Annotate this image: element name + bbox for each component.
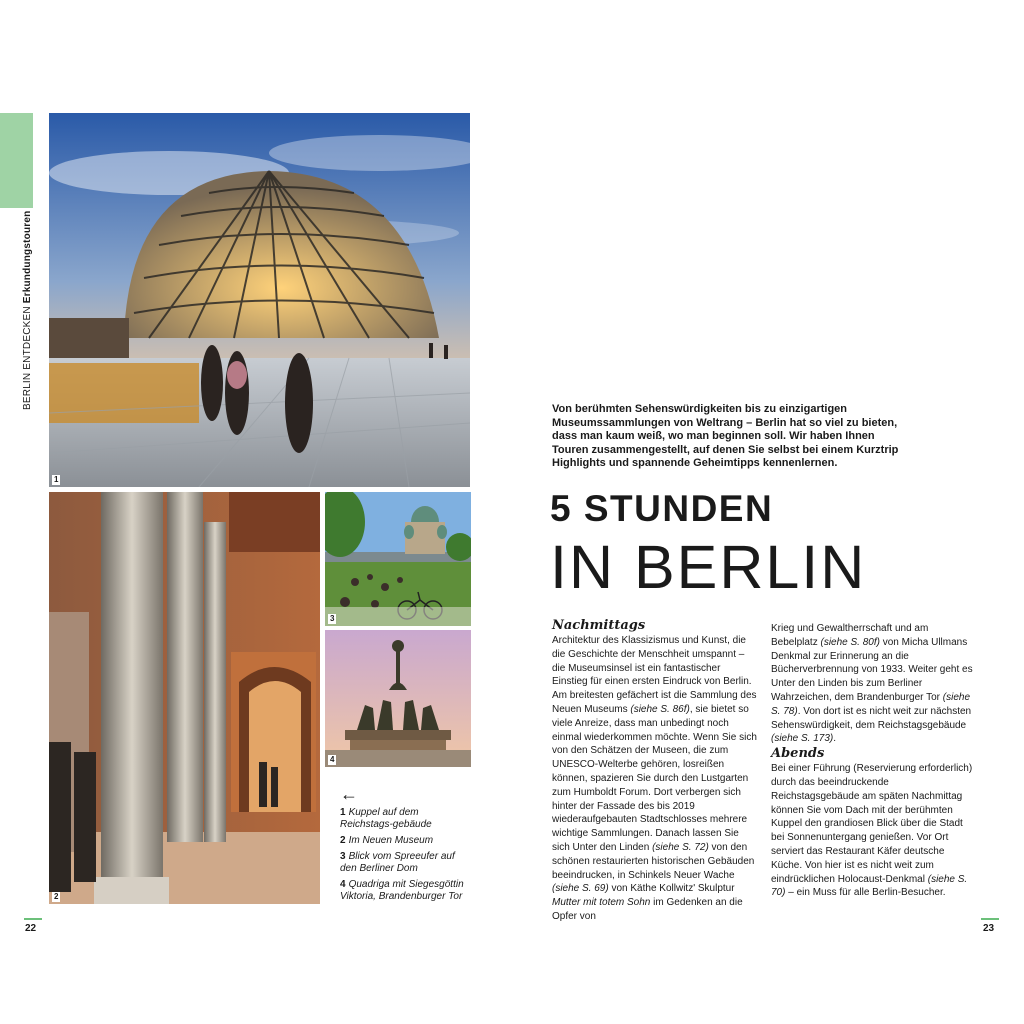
page-number-accent — [24, 918, 42, 920]
subheading-nachmittags: Nachmittags — [552, 618, 646, 633]
section-name: BERLIN ENTDECKEN — [22, 306, 33, 410]
photo-quadriga — [325, 630, 471, 767]
page-number-left: 22 — [25, 923, 37, 934]
page-title-line2: IN BERLIN — [550, 533, 867, 601]
page-number-right: 23 — [983, 923, 995, 934]
body-text: Krieg und Gewaltherrschaft und am Bebelplatz (siehe S. 80f) von Micha Ullmans Denkmal zur Erinnerung an die Bücherverbrennung von 1933. Weiter geht es Unter den Linden bis zum Berliner Wahrzeichen, dem Brandenburger Tor (siehe S. 78). Von dort ist es nicht weit zur nächsten Sehenswürdigkeit, dem Reichstagsgebäude (siehe S. 173). — [771, 623, 973, 745]
body-text: Bei einer Führung (Reservierung erforderlich) durch das beeindruckende Reichstagsgebäude am späten Nachmittag können Sie vom Dach mit der berühmten Kuppel den grandiosen Blick über die Stadt bei Sonnenuntergang genießen. Vor Ort serviert das Restaurant Käfer deutsche Küche. Von hier ist es nicht weit zum eindrücklichen Holocaust-Denkmal (siehe S. 70) – ein Muss für alle Berlin-Besucher. — [771, 763, 973, 899]
photo-number: 4 — [330, 755, 335, 764]
intro-text: Von berühmten Sehenswürdigkeiten bis zu einzigartigen Museumssammlungen von Weltrang – Berlin hat so viel zu bieten, dass man kaum weiß, wo man beginnen soll. Wir haben Ihnen Touren zusammengestellt, auf denen Sie selbst bei einem Kurztrip Highlights und spannende Geheimtipps kennenlernen. — [552, 403, 899, 469]
caption-3: 3 Blick vom Spreeufer auf den Berliner Dom — [340, 851, 455, 874]
chapter-name: Erkundungstouren — [22, 210, 33, 304]
photo-reichstag-dome — [49, 113, 470, 487]
chapter-label — [22, 211, 33, 410]
chapter-color-tab — [0, 113, 33, 208]
page-number-accent — [981, 918, 999, 920]
photo-neues-museum — [49, 492, 320, 904]
subheading-abends: Abends — [771, 746, 825, 762]
page-title-line1: 5 STUNDEN — [550, 488, 774, 529]
text-column-2 — [771, 622, 976, 900]
caption-4: 4 Quadriga mit Siegesgöttin Viktoria, Brandenburger Tor — [340, 879, 464, 902]
photo-captions — [340, 807, 470, 907]
text-column-1 — [552, 618, 757, 924]
body-text: Architektur des Klassizismus und Kunst, die die Geschichte der Menschheit umspannt – die Museumsinsel ist ein fantastischer Einstieg für einen ersten Eindruck von Berlin. Am breitesten gefächert ist die Sammlung des Neuen Museums (siehe S. 86f), sie bietet so viele Anreize, dass man unbedingt noch einmal wiederkommen möchte. Wenn Sie sich von den Schätzen der Museen, die zum UNESCO-Welterbe gehören, losreißen können, spazieren Sie durch den Lustgarten zum Humboldt Forum. Dort verbergen sich hinter der Fassade des bis 2019 wiederaufgebauten Stadtschlosses mehrere wichtige Sammlungen. Danach lassen Sie sich Unter den Linden (siehe S. 72) von den schönen restaurierten historischen Gebäuden beeindrucken, in Schinkels Neuer Wache (siehe S. 69) von Käthe Kollwitz' Skulptur Mutter mit totem Sohn im Gedenken an die Opfer von — [552, 635, 757, 922]
photo-number: 1 — [54, 475, 59, 484]
arrow-left-icon: ← — [340, 784, 358, 804]
caption-1: 1 Kuppel auf dem Reichstags-gebäude — [340, 807, 432, 830]
caption-2: 2 Im Neuen Museum — [340, 835, 434, 846]
photo-number: 2 — [54, 892, 59, 901]
photo-number: 3 — [330, 614, 335, 623]
photo-berliner-dom — [325, 492, 471, 626]
